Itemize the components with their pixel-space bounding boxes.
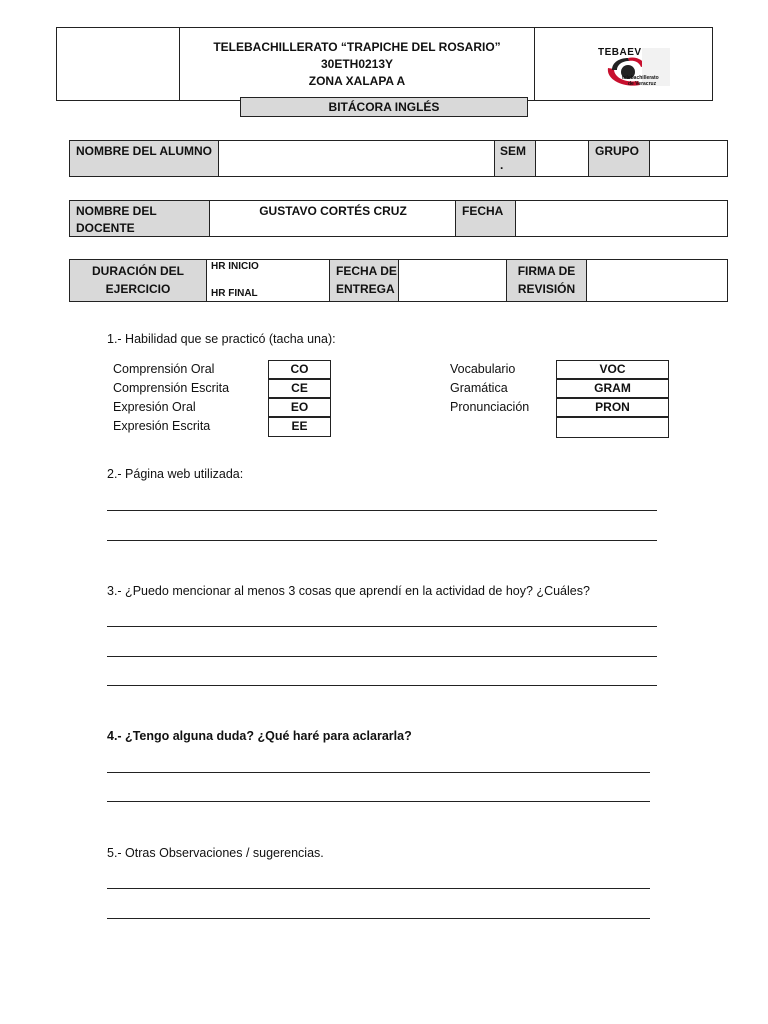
skill-label-voc: Vocabulario	[450, 362, 516, 376]
q3-answer-line-3[interactable]	[107, 685, 657, 686]
tebaev-logo	[598, 44, 674, 90]
sem-label	[495, 141, 536, 176]
sem-field[interactable]	[536, 141, 589, 176]
school-title	[180, 39, 534, 90]
q3-answer-line-2[interactable]	[107, 656, 657, 657]
q3-prompt: 3.- ¿Puedo mencionar al menos 3 cosas que aprendí en la actividad de hoy? ¿Cuáles?	[107, 584, 590, 598]
skill-code-voc[interactable]: VOC	[556, 360, 669, 379]
skill-code-ee[interactable]: EE	[268, 417, 331, 437]
teacher-name: GUSTAVO CORTÉS CRUZ	[211, 201, 456, 236]
header-divider-right	[534, 27, 535, 101]
logo-subtext-1: telebachillerato	[622, 75, 659, 81]
school-name: TELEBACHILLERATO “TRAPICHE DEL ROSARIO”	[213, 40, 501, 54]
skill-label-gram: Gramática	[450, 381, 508, 395]
student-name-label: NOMBRE DEL ALUMNO	[70, 141, 219, 176]
date-label: FECHA	[456, 201, 516, 236]
skill-code-blank[interactable]	[556, 417, 669, 438]
q5-answer-line-1[interactable]	[107, 888, 650, 889]
skill-code-ce[interactable]: CE	[268, 379, 331, 398]
q5-prompt: 5.- Otras Observaciones / sugerencias.	[107, 846, 324, 860]
review-line2: REVISIÓN	[517, 282, 576, 296]
skill-code-co[interactable]: CO	[268, 360, 331, 379]
logo-subtext-2: de Veracruz	[628, 81, 657, 87]
logo-text: TEBAEV	[598, 47, 642, 58]
teacher-label	[70, 201, 210, 236]
q4-answer-line-1[interactable]	[107, 772, 650, 773]
delivery-line2: ENTREGA	[336, 282, 395, 296]
delivery-label	[330, 260, 399, 301]
delivery-field[interactable]	[399, 260, 507, 301]
review-label	[507, 260, 587, 301]
hr-end-label: HR FINAL	[211, 288, 258, 299]
skill-label-pron: Pronunciación	[450, 400, 530, 414]
school-zone: ZONA XALAPA A	[308, 74, 406, 88]
skill-code-eo[interactable]: EO	[268, 398, 331, 417]
duration-label	[70, 260, 207, 301]
q5-answer-line-2[interactable]	[107, 918, 650, 919]
group-field[interactable]	[650, 141, 727, 176]
q2-answer-line-2[interactable]	[107, 540, 657, 541]
skill-label-co: Comprensión Oral	[113, 362, 215, 376]
sem-label-dot: .	[500, 158, 504, 172]
duration-line2: EJERCICIO	[105, 282, 171, 296]
duration-line1: DURACIÓN DEL	[92, 264, 184, 278]
date-field[interactable]	[516, 201, 727, 236]
review-line1: FIRMA DE	[517, 264, 576, 278]
review-field[interactable]	[587, 260, 727, 301]
skill-label-ce: Comprensión Escrita	[113, 381, 230, 395]
sem-label-text: SEM	[500, 144, 527, 158]
student-name-field[interactable]	[220, 141, 495, 176]
group-label: GRUPO	[589, 141, 650, 176]
skill-label-eo: Expresión Oral	[113, 400, 196, 414]
delivery-line1: FECHA DE	[336, 264, 397, 278]
teacher-label-line1: NOMBRE DEL	[76, 204, 157, 218]
hr-start-label: HR INICIO	[211, 261, 259, 272]
q4-answer-line-2[interactable]	[107, 801, 650, 802]
skill-code-pron[interactable]: PRON	[556, 398, 669, 417]
school-code: 30ETH0213Y	[320, 57, 394, 71]
teacher-label-line2: DOCENTE	[76, 221, 135, 235]
q2-prompt: 2.- Página web utilizada:	[107, 467, 244, 481]
q4-prompt: 4.- ¿Tengo alguna duda? ¿Qué haré para aclararla?	[107, 729, 412, 743]
q2-answer-line-1[interactable]	[107, 510, 657, 511]
q1-prompt: 1.- Habilidad que se practicó (tacha una):	[107, 332, 336, 346]
q3-answer-line-1[interactable]	[107, 626, 657, 627]
form-subtitle: BITÁCORA INGLÉS	[240, 97, 528, 117]
skill-label-ee: Expresión Escrita	[113, 419, 211, 433]
skill-code-gram[interactable]: GRAM	[556, 379, 669, 398]
